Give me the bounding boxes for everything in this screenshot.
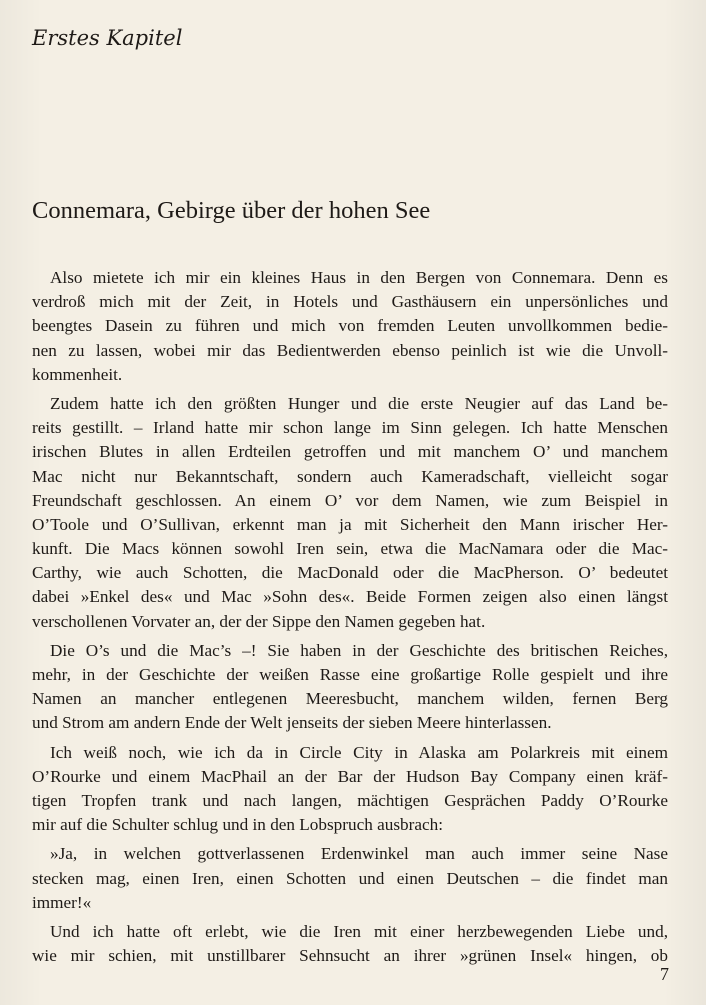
text-line: beengtes Dasein zu führen und mich von fremden Leuten unvollkommen bedie- — [32, 316, 668, 336]
text-line: immer!« — [32, 892, 92, 912]
paragraph — [32, 842, 668, 915]
text-line: Mac nicht nur Bekanntschaft, sondern auch Kameradschaft, vielleicht sogar — [32, 466, 668, 486]
text-line: mir auf die Schulter schlug und in den Lobspruch ausbrach: — [32, 815, 443, 835]
paragraph — [32, 392, 668, 634]
text-line: stecken mag, einen Iren, einen Schotten und einen Deutschen – die findet man — [32, 868, 668, 888]
paragraph — [32, 920, 668, 968]
body-text — [32, 266, 668, 968]
text-line: dabei »Enkel des« und Mac »Sohn des«. Beide Formen zeigen also einen längst — [32, 587, 668, 607]
text-line: Freundschaft geschlossen. An einem O’ vor dem Namen, wie zum Beispiel in — [32, 490, 668, 510]
text-line: tigen Tropfen trank und nach langen, mächtigen Gesprächen Paddy O’Rourke — [32, 790, 668, 810]
text-line: verdroß mich mit der Zeit, in Hotels und Gasthäusern ein unpersönliches und — [32, 292, 668, 312]
text-line: kommenheit. — [32, 364, 123, 384]
paragraph — [32, 266, 668, 387]
page-number: 7 — [660, 964, 669, 984]
text-line: Die O’s und die Mac’s –! Sie haben in der Geschichte des britischen Reiches, — [50, 640, 668, 660]
text-line: nen zu lassen, wobei mir das Bedientwerden ebenso peinlich ist wie die Unvoll- — [32, 340, 668, 360]
chapter-heading: Erstes Kapitel — [32, 26, 183, 50]
text-line: mehr, in der Geschichte der weißen Rasse eine großartige Rolle gespielt und ihre — [32, 665, 668, 684]
text-line: Ich weiß noch, wie ich da in Circle City in Alaska am Polarkreis mit einem — [50, 742, 668, 762]
text-line: O’Rourke und einem MacPhail an der Bar der Hudson Bay Company einen kräf- — [32, 766, 668, 786]
text-line: kunft. Die Macs können sowohl Iren sein, etwa die MacNamara oder die Mac- — [32, 539, 668, 559]
text-line: und Strom am andern Ende der Welt jenseits der sieben Meere hinterlassen. — [32, 713, 552, 733]
text-line: reits gestillt. – Irland hatte mir schon lange im Sinn gelegen. Ich hatte Menschen — [32, 418, 668, 438]
text-line: wie mir schien, mit unstillbarer Sehnsucht an ihrer »grünen Insel« hingen, ob — [32, 946, 668, 966]
text-line: Namen an mancher entlegenen Meeresbucht, manchem wilden, fernen Berg — [32, 689, 668, 709]
text-line: O’Toole und O’Sullivan, erkennt man ja mit Sicherheit den Mann irischer Her- — [32, 514, 668, 534]
text-line: »Ja, in welchen gottverlassenen Erdenwinkel man auch immer seine Nase — [50, 844, 668, 864]
section-title: Connemara, Gebirge über der hohen See — [32, 197, 431, 224]
paragraph — [32, 639, 668, 736]
text-line: Und ich hatte oft erlebt, wie die Iren mit einer herzbewegenden Liebe und, — [50, 921, 668, 941]
text-line: Also mietete ich mir ein kleines Haus in den Bergen von Connemara. Denn es — [50, 268, 668, 287]
text-line: verschollenen Vorvater an, der der Sippe den Namen gegeben hat. — [32, 611, 486, 631]
text-line: irischen Blutes in allen Erdteilen getroffen und mit manchem O’ und manchem — [32, 442, 668, 462]
paragraph — [32, 741, 668, 838]
text-line: Carthy, wie auch Schotten, die MacDonald oder die MacPherson. O’ bedeutet — [32, 563, 668, 583]
text-line: Zudem hatte ich den größten Hunger und die erste Neugier auf das Land be- — [50, 393, 668, 413]
